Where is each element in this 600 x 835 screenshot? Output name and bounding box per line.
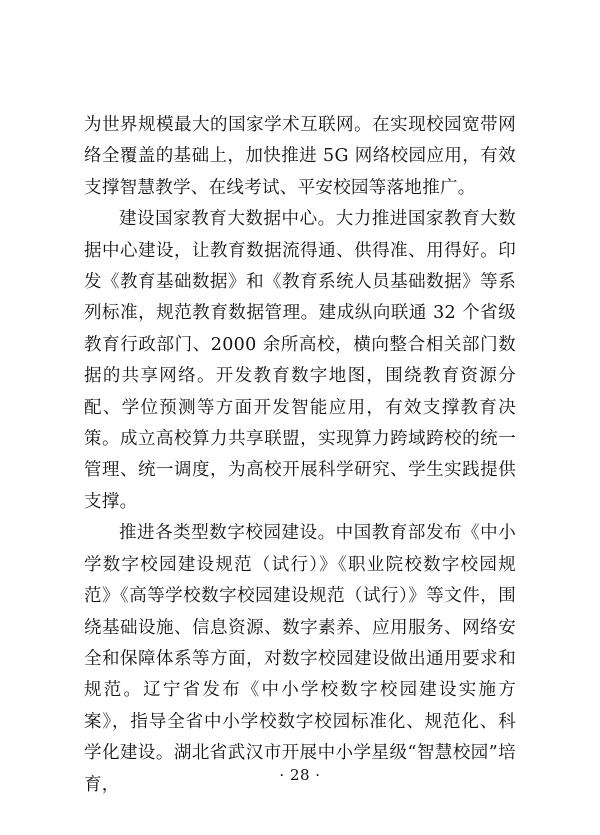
paragraph-digital-campus: 推进各类型数字校园建设。中国教育部发布《中小学数字校园建设规范（试行）》《职业院校数字校园规范》《高等学校数字校园建设规范（试行）》等文件，围绕基础设施、信息资源、数字素养、应用服务、网络安全和保障体系等方面，对数字校园建设做出通用要求和规范。辽宁省发布《中小学校数字校园建设实施方案》，指导全省中小学校数字校园标准化、规范化、科学化建设。湖北省武汉市开展中小学星级“智慧校园”培育， (84, 523, 516, 795)
paragraph-continuation: 为世界规模最大的国家学术互联网。在实现校园宽带网络全覆盖的基础上，加快推进 5G 网络校园应用，有效支撑智慧教学、在线考试、平安校园等落地推广。 (84, 115, 516, 198)
body-text (84, 110, 516, 801)
paragraph-education-big-data-center: 建设国家教育大数据中心。大力推进国家教育大数据中心建设，让教育数据流得通、供得准、用得好。印发《教育基础数据》和《教育系统人员基础数据》等系列标准，规范教育数据管理。建成纵向联通 32 个省级教育行政部门、2000 余所高校，横向整合相关部门数据的共享网络。开发教育数字地图，围绕教育资源分配、学位预测等方面开发智能应用，有效支撑教育决策。成立高校算力共享联盟，实现算力跨域跨校的统一管理、统一调度，为高校开展科学研究、学生实践提供支撑。 (84, 209, 516, 512)
page-number: · 28 · (279, 766, 321, 784)
